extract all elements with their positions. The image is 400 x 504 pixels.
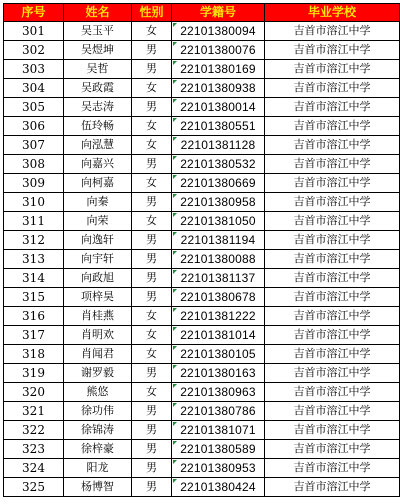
text-number-indicator-icon (173, 308, 177, 312)
cell-gender: 男 (132, 402, 172, 421)
cell-school: 吉首市溶江中学 (265, 193, 400, 212)
cell-name: 徐锦涛 (64, 421, 132, 440)
header-student-id: 学籍号 (172, 4, 265, 22)
text-number-indicator-icon (173, 80, 177, 84)
cell-name: 徐梓豪 (64, 440, 132, 459)
cell-school: 吉首市溶江中学 (265, 478, 400, 497)
cell-name: 向政旭 (64, 269, 132, 288)
text-number-indicator-icon (173, 270, 177, 274)
cell-student-id (172, 421, 265, 440)
cell-seq: 309 (4, 174, 64, 193)
text-number-indicator-icon (173, 479, 177, 483)
cell-school: 吉首市溶江中学 (265, 174, 400, 193)
student-roster (3, 3, 400, 497)
table-row (4, 421, 400, 440)
table-row (4, 364, 400, 383)
table-row (4, 136, 400, 155)
table-row (4, 478, 400, 497)
cell-gender: 女 (132, 136, 172, 155)
table-row (4, 41, 400, 60)
cell-name: 向柯嘉 (64, 174, 132, 193)
cell-school: 吉首市溶江中学 (265, 212, 400, 231)
cell-gender: 男 (132, 478, 172, 497)
cell-student-id (172, 22, 265, 41)
text-number-indicator-icon (173, 232, 177, 236)
cell-name: 项梓昊 (64, 288, 132, 307)
cell-name: 吴玉平 (64, 22, 132, 41)
cell-name: 肖闻君 (64, 345, 132, 364)
cell-student-id (172, 307, 265, 326)
cell-seq: 322 (4, 421, 64, 440)
cell-school: 吉首市溶江中学 (265, 288, 400, 307)
cell-school: 吉首市溶江中学 (265, 402, 400, 421)
text-number-indicator-icon (173, 441, 177, 445)
table-row (4, 212, 400, 231)
cell-gender: 女 (132, 212, 172, 231)
text-number-indicator-icon (173, 175, 177, 179)
student-id-text: 22101380169 (180, 62, 256, 76)
text-number-indicator-icon (173, 365, 177, 369)
table-row (4, 345, 400, 364)
cell-name: 向逸轩 (64, 231, 132, 250)
cell-school: 吉首市溶江中学 (265, 155, 400, 174)
cell-gender: 女 (132, 326, 172, 345)
cell-gender: 男 (132, 364, 172, 383)
cell-gender: 男 (132, 421, 172, 440)
text-number-indicator-icon (173, 460, 177, 464)
cell-seq: 325 (4, 478, 64, 497)
table-row (4, 459, 400, 478)
student-id-text: 22101381128 (180, 138, 256, 152)
cell-gender: 男 (132, 60, 172, 79)
cell-student-id (172, 326, 265, 345)
cell-gender: 女 (132, 117, 172, 136)
cell-student-id (172, 459, 265, 478)
text-number-indicator-icon (173, 422, 177, 426)
table-row (4, 117, 400, 136)
cell-name: 吴志涛 (64, 98, 132, 117)
cell-student-id (172, 364, 265, 383)
student-id-text: 22101380938 (180, 81, 256, 95)
cell-student-id (172, 136, 265, 155)
cell-name: 阳龙 (64, 459, 132, 478)
cell-school: 吉首市溶江中学 (265, 117, 400, 136)
cell-gender: 男 (132, 98, 172, 117)
text-number-indicator-icon (173, 137, 177, 141)
cell-seq: 312 (4, 231, 64, 250)
cell-student-id (172, 79, 265, 98)
table-row (4, 440, 400, 459)
cell-gender: 男 (132, 193, 172, 212)
text-number-indicator-icon (173, 346, 177, 350)
cell-seq: 302 (4, 41, 64, 60)
table-row (4, 250, 400, 269)
text-number-indicator-icon (173, 42, 177, 46)
table-row (4, 231, 400, 250)
cell-student-id (172, 345, 265, 364)
student-id-text: 22101380014 (180, 100, 256, 114)
table-row (4, 98, 400, 117)
cell-gender: 女 (132, 22, 172, 41)
student-id-text: 22101380076 (180, 43, 256, 57)
cell-name: 向泓慧 (64, 136, 132, 155)
cell-name: 向荣 (64, 212, 132, 231)
student-id-text: 22101380532 (180, 157, 256, 171)
cell-student-id (172, 174, 265, 193)
header-row (4, 4, 400, 22)
cell-student-id (172, 478, 265, 497)
cell-seq: 301 (4, 22, 64, 41)
cell-school: 吉首市溶江中学 (265, 459, 400, 478)
cell-gender: 女 (132, 174, 172, 193)
cell-name: 向嘉兴 (64, 155, 132, 174)
cell-student-id (172, 383, 265, 402)
cell-student-id (172, 250, 265, 269)
header-school: 毕业学校 (265, 4, 400, 22)
cell-school: 吉首市溶江中学 (265, 440, 400, 459)
text-number-indicator-icon (173, 289, 177, 293)
student-id-text: 22101381222 (180, 309, 256, 323)
student-table (3, 3, 400, 497)
cell-school: 吉首市溶江中学 (265, 231, 400, 250)
cell-name: 吴煜坤 (64, 41, 132, 60)
student-id-text: 22101381071 (180, 423, 256, 437)
cell-name: 徐功伟 (64, 402, 132, 421)
cell-student-id (172, 60, 265, 79)
cell-student-id (172, 402, 265, 421)
cell-seq: 321 (4, 402, 64, 421)
cell-seq: 314 (4, 269, 64, 288)
cell-gender: 男 (132, 155, 172, 174)
cell-school: 吉首市溶江中学 (265, 307, 400, 326)
cell-name: 向秦 (64, 193, 132, 212)
student-id-text: 22101381050 (180, 214, 256, 228)
cell-gender: 女 (132, 345, 172, 364)
cell-gender: 男 (132, 41, 172, 60)
cell-seq: 305 (4, 98, 64, 117)
student-id-text: 22101380958 (180, 195, 256, 209)
cell-student-id (172, 269, 265, 288)
cell-name: 吴政霞 (64, 79, 132, 98)
student-id-text: 22101381014 (180, 328, 256, 342)
cell-seq: 318 (4, 345, 64, 364)
table-row (4, 269, 400, 288)
cell-seq: 304 (4, 79, 64, 98)
text-number-indicator-icon (173, 327, 177, 331)
cell-gender: 女 (132, 383, 172, 402)
cell-school: 吉首市溶江中学 (265, 250, 400, 269)
cell-seq: 307 (4, 136, 64, 155)
cell-seq: 319 (4, 364, 64, 383)
cell-seq: 316 (4, 307, 64, 326)
cell-seq: 310 (4, 193, 64, 212)
cell-student-id (172, 117, 265, 136)
student-id-text: 22101380678 (180, 290, 256, 304)
cell-student-id (172, 440, 265, 459)
cell-school: 吉首市溶江中学 (265, 22, 400, 41)
cell-student-id (172, 41, 265, 60)
table-row (4, 60, 400, 79)
cell-student-id (172, 288, 265, 307)
table-row (4, 174, 400, 193)
cell-name: 熊悠 (64, 383, 132, 402)
cell-school: 吉首市溶江中学 (265, 326, 400, 345)
student-id-text: 22101380963 (180, 385, 256, 399)
table-row (4, 307, 400, 326)
student-id-text: 22101381194 (180, 233, 256, 247)
text-number-indicator-icon (173, 99, 177, 103)
cell-school: 吉首市溶江中学 (265, 41, 400, 60)
header-gender: 性别 (132, 4, 172, 22)
cell-name: 肖桂燕 (64, 307, 132, 326)
cell-seq: 308 (4, 155, 64, 174)
cell-gender: 男 (132, 459, 172, 478)
cell-school: 吉首市溶江中学 (265, 60, 400, 79)
cell-student-id (172, 231, 265, 250)
text-number-indicator-icon (173, 194, 177, 198)
table-row (4, 22, 400, 41)
cell-gender: 男 (132, 269, 172, 288)
table-row (4, 193, 400, 212)
text-number-indicator-icon (173, 156, 177, 160)
student-id-text: 22101380088 (180, 252, 256, 266)
student-id-text: 22101380094 (180, 24, 256, 38)
cell-gender: 女 (132, 79, 172, 98)
cell-seq: 317 (4, 326, 64, 345)
cell-school: 吉首市溶江中学 (265, 98, 400, 117)
cell-school: 吉首市溶江中学 (265, 383, 400, 402)
cell-seq: 311 (4, 212, 64, 231)
cell-name: 吴哲 (64, 60, 132, 79)
cell-seq: 320 (4, 383, 64, 402)
text-number-indicator-icon (173, 118, 177, 122)
cell-school: 吉首市溶江中学 (265, 136, 400, 155)
cell-gender: 男 (132, 288, 172, 307)
cell-gender: 男 (132, 440, 172, 459)
table-row (4, 326, 400, 345)
text-number-indicator-icon (173, 23, 177, 27)
student-id-text: 22101380669 (180, 176, 256, 190)
header-seq: 序号 (4, 4, 64, 22)
text-number-indicator-icon (173, 213, 177, 217)
cell-seq: 303 (4, 60, 64, 79)
student-id-text: 22101380953 (180, 461, 256, 475)
student-id-text: 22101380589 (180, 442, 256, 456)
student-id-text: 22101381137 (180, 271, 256, 285)
cell-name: 肖明欢 (64, 326, 132, 345)
cell-seq: 324 (4, 459, 64, 478)
student-id-text: 22101380551 (180, 119, 256, 133)
cell-school: 吉首市溶江中学 (265, 364, 400, 383)
cell-school: 吉首市溶江中学 (265, 421, 400, 440)
cell-gender: 男 (132, 231, 172, 250)
cell-seq: 313 (4, 250, 64, 269)
cell-name: 伍玲畅 (64, 117, 132, 136)
header-name: 姓名 (64, 4, 132, 22)
cell-student-id (172, 155, 265, 174)
table-row (4, 79, 400, 98)
cell-school: 吉首市溶江中学 (265, 345, 400, 364)
cell-gender: 女 (132, 307, 172, 326)
student-id-text: 22101380424 (180, 480, 256, 494)
table-row (4, 288, 400, 307)
cell-gender: 男 (132, 250, 172, 269)
student-id-text: 22101380163 (180, 366, 256, 380)
table-body (4, 22, 400, 497)
text-number-indicator-icon (173, 384, 177, 388)
student-id-text: 22101380105 (180, 347, 256, 361)
table-row (4, 383, 400, 402)
cell-name: 杨博智 (64, 478, 132, 497)
cell-student-id (172, 212, 265, 231)
cell-seq: 323 (4, 440, 64, 459)
student-id-text: 22101380786 (180, 404, 256, 418)
cell-school: 吉首市溶江中学 (265, 79, 400, 98)
text-number-indicator-icon (173, 251, 177, 255)
table-row (4, 402, 400, 421)
cell-name: 向宇轩 (64, 250, 132, 269)
cell-student-id (172, 193, 265, 212)
cell-seq: 306 (4, 117, 64, 136)
cell-school: 吉首市溶江中学 (265, 269, 400, 288)
cell-seq: 315 (4, 288, 64, 307)
cell-student-id (172, 98, 265, 117)
table-row (4, 155, 400, 174)
text-number-indicator-icon (173, 61, 177, 65)
cell-name: 谢罗毅 (64, 364, 132, 383)
text-number-indicator-icon (173, 403, 177, 407)
